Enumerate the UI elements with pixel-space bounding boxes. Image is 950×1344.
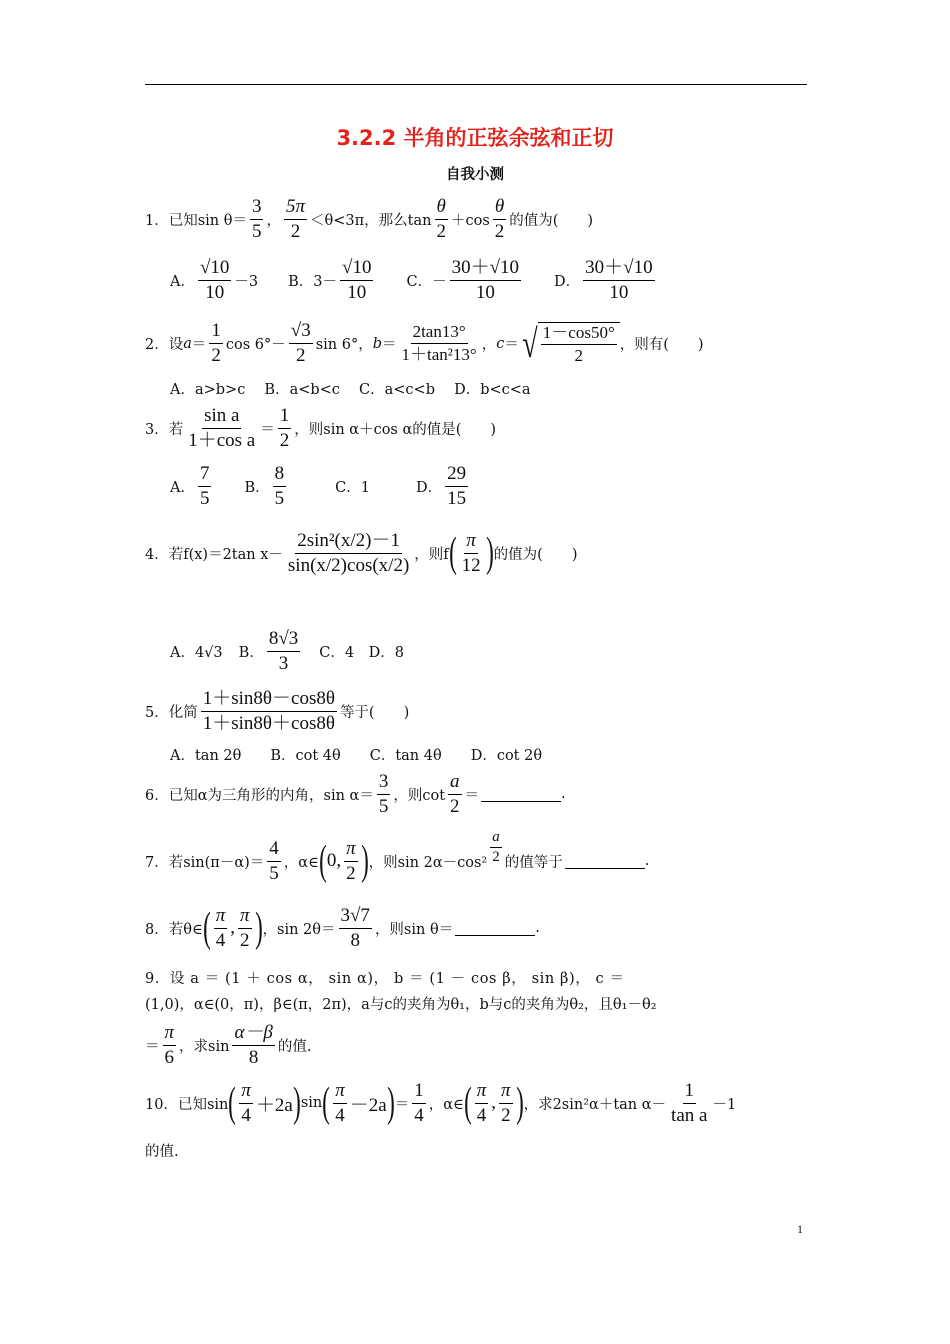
fraction: $\frac{4}{5}$ <box>269 838 279 884</box>
answer-blank[interactable] <box>455 921 535 936</box>
paren-right: ) <box>485 530 494 577</box>
fraction: $\frac{\alpha-\beta}{8}$ <box>234 1022 273 1068</box>
fraction: $\frac{\pi}{4}$ <box>241 1080 251 1126</box>
fraction: $\frac{1}{\text{tan a}}$ <box>671 1080 708 1126</box>
paren-left: ( <box>322 1080 331 1127</box>
question-7: 7．若sin(π－α)＝ $\frac{4}{5}$ ，α∈ ( 0, $\frac{\pi}{2}$ ) ，则sin 2α－cos² $\frac{a}{2}$ 的值等于 . <box>145 828 650 885</box>
fraction: $\frac{\pi}{4}$ <box>476 1080 487 1126</box>
fraction: $\frac{\theta}{2}$ <box>494 196 505 242</box>
fraction: $\frac{\pi}{2}$ <box>346 838 356 884</box>
fraction: $\frac{1}{2}$ <box>211 320 221 366</box>
paren-left: ( <box>463 1080 472 1127</box>
fraction: $\frac{3}{5}$ <box>378 771 389 817</box>
fraction: $\frac{a}{2}$ <box>492 828 500 865</box>
square-root: √ $\frac{1-\cos 50^\circ}{2}$ <box>519 320 620 367</box>
question-2: 2．设 a ＝ $\frac{1}{2}$ cos 6°－ $\frac{√3}{2}$ sin 6°， b ＝ $\frac{2\tan 13^\circ}{\text{1＋tan²13°}}$ ， c ＝ √ $\frac{1-\cos 50^\circ}{2}$ ，则有( ) <box>145 320 704 366</box>
fraction: $\frac{1+\sin 8\theta-\cos 8\theta}{1+\sin 8\theta+\cos 8\theta}$ <box>202 688 335 734</box>
page-title: 3.2.2 半角的正弦余弦和正切 <box>336 126 614 150</box>
paren-right: ) <box>292 1080 301 1127</box>
fraction: $\frac{3}{5}$ <box>251 196 262 242</box>
fraction: $\frac{√10}{10}$ <box>199 257 230 303</box>
fraction: $\frac{2\tan 13^\circ}{\text{1＋tan²13°}}$ <box>401 322 477 364</box>
fraction: $\frac{1-\cos 50^\circ}{2}$ <box>542 322 615 365</box>
question-4-options: A．4√3 B． $\frac{8√3}{3}$ C．4 D．8 <box>170 628 404 674</box>
section-subtitle: 自我小测 <box>446 167 504 183</box>
question-3-options: A． $\frac{7}{5}$ B． $\frac{8}{5}$ C．1 D． $\frac{29}{15}$ <box>170 463 467 509</box>
fraction: $\frac{\pi}{4}$ <box>215 905 226 951</box>
question-9-line-1: 9．设 a ＝ (1 ＋ cos α， sin α)， b ＝ (1 － cos β， sin β)， c ＝ <box>145 971 625 987</box>
fraction: $\frac{\text{2sin²(x/2)－1}}{\sin(x/2)\cos(x/2)}$ <box>287 530 410 576</box>
fraction: $\frac{\pi}{2}$ <box>239 905 250 951</box>
paren-left: ( <box>318 838 327 885</box>
question-5-options: A．tan 2θ B．cot 4θ C．tan 4θ D．cot 2θ <box>170 748 543 764</box>
page-number: 1 <box>797 1222 803 1236</box>
fraction: $\frac{8}{5}$ <box>274 463 285 509</box>
answer-blank[interactable] <box>565 854 645 869</box>
question-3: 3．若 $\frac{\text{sin a}}{\text{1＋cos a}}$ ＝ $\frac{1}{2}$ ，则sin α＋cos α的值是( ) <box>145 405 497 451</box>
paren-left: ( <box>202 905 211 952</box>
fraction: $\frac{29}{15}$ <box>447 463 467 509</box>
question-10: 10．已知sin ( $\frac{\pi}{4}$ ＋2a ) sin ( $\frac{\pi}{4}$ －2a ) ＝ $\frac{1}{4}$ ，α∈ ( $\frac{\pi}{4}$ , $\frac{\pi}{2}$ ) ，求2sin²α＋tan α－ $\frac{1}{\text{tan a}}$ －1 <box>145 1080 737 1127</box>
fraction: $\frac{3√7}{8}$ <box>340 905 370 951</box>
paren-right: ) <box>386 1080 395 1127</box>
question-1-options: A． $\frac{√10}{10}$ －3 B．3－ $\frac{√10}{10}$ C．－ $\frac{30+√10}{10}$ D． $\frac{30+√10}{10}$ <box>170 257 653 303</box>
question-4: 4．若f(x)＝2tan x－ $\frac{\text{2sin²(x/2)－1}}{\sin(x/2)\cos(x/2)}$ ，则f ( $\frac{\pi}{12}$ ) 的值为( ) <box>145 530 578 577</box>
fraction: $\frac{\theta}{2}$ <box>436 196 446 242</box>
paren-left: ( <box>228 1080 237 1127</box>
question-6: 6．已知α为三角形的内角，sin α＝ $\frac{3}{5}$ ，则cot $\frac{a}{2}$ ＝ . <box>145 771 566 817</box>
question-10-line-2: 的值. <box>145 1144 179 1160</box>
paren-right: ) <box>515 1080 524 1127</box>
fraction: $\frac{√3}{2}$ <box>290 320 311 366</box>
fraction: $\frac{7}{5}$ <box>199 463 210 509</box>
paren-left: ( <box>448 530 457 577</box>
fraction: $\frac{\pi}{12}$ <box>461 530 481 576</box>
fraction: $\frac{8√3}{3}$ <box>268 628 299 674</box>
fraction: $\frac{30+√10}{10}$ <box>585 257 653 303</box>
header-rule <box>145 84 807 85</box>
question-9-line-2: (1,0)，α∈(0，π)，β∈(π，2π)，a与c的夹角为θ₁，b与c的夹角为θ₂，且θ₁－θ₂ <box>145 997 657 1013</box>
fraction: $\frac{\pi}{2}$ <box>501 1080 511 1126</box>
fraction: $\frac{√10}{10}$ <box>342 257 372 303</box>
answer-blank[interactable] <box>481 787 561 802</box>
fraction: $\frac{5\pi}{2}$ <box>285 196 306 242</box>
fraction: $\frac{\pi}{6}$ <box>164 1022 175 1068</box>
fraction: $\frac{\text{sin a}}{\text{1＋cos a}}$ <box>188 405 256 451</box>
fraction: $\frac{1}{4}$ <box>414 1080 424 1126</box>
question-2-options: A．a>b>c B．a<b<c C．a<c<b D．b<c<a <box>170 382 531 398</box>
paren-right: ) <box>360 838 369 885</box>
fraction: $\frac{1}{2}$ <box>279 405 290 451</box>
paren-right: ) <box>254 905 263 952</box>
question-1: 1．已知sin θ＝ $\frac{3}{5}$ ， $\frac{5\pi}{2}$ ＜θ<3π，那么tan $\frac{\theta}{2}$ ＋cos $\frac{\theta}{2}$ 的值为( ) <box>145 196 594 242</box>
question-8: 8．若θ∈ ( $\frac{\pi}{4}$ , $\frac{\pi}{2}$ ) ，sin 2θ＝ $\frac{3√7}{8}$ ，则sin θ＝ . <box>145 905 540 952</box>
fraction: $\frac{\pi}{4}$ <box>335 1080 345 1126</box>
question-5: 5．化简 $\frac{1+\sin 8\theta-\cos 8\theta}{1+\sin 8\theta+\cos 8\theta}$ 等于( ) <box>145 688 410 734</box>
fraction: $\frac{a}{2}$ <box>450 771 460 817</box>
question-9-line-3: ＝ $\frac{\pi}{6}$ ，求sin $\frac{\alpha-\beta}{8}$ 的值. <box>145 1022 312 1068</box>
fraction: $\frac{30+√10}{10}$ <box>451 257 520 303</box>
